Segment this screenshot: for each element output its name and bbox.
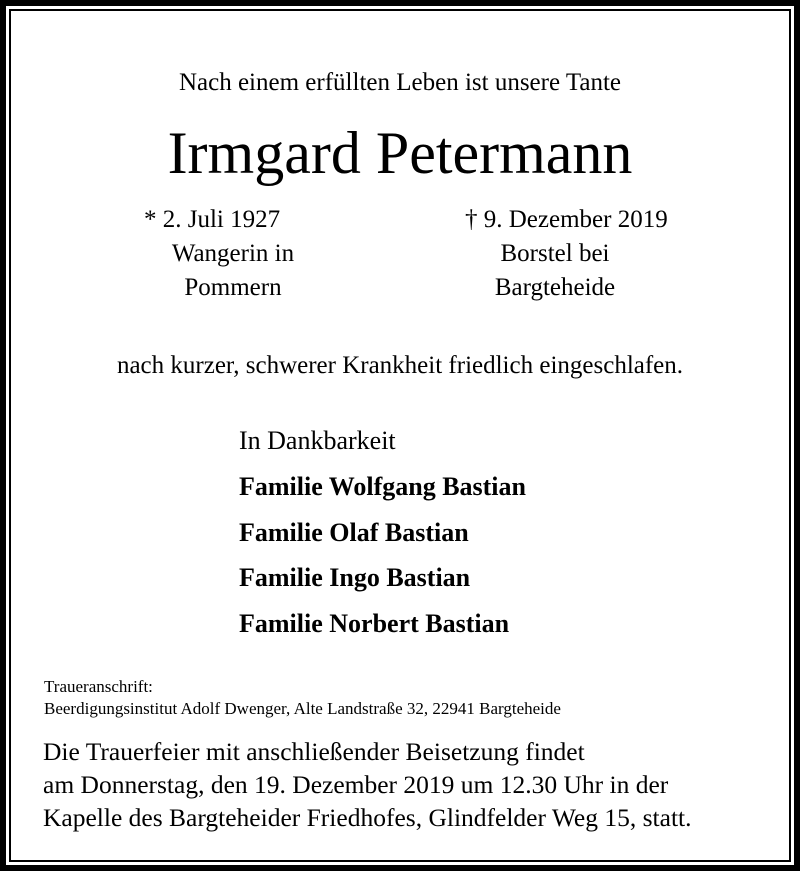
ceremony-line-3: Kapelle des Bargteheider Friedhofes, Glindfelder Weg 15, statt. [43,803,692,832]
ceremony-line-2: am Donnerstag, den 19. Dezember 2019 um 12.30 Uhr in der [43,770,669,799]
ceremony-line-1: Die Trauerfeier mit anschließender Beisetzung findet [43,737,585,766]
intro-line: Nach einem erfüllten Leben ist unsere Tante [178,69,622,96]
thanks-line: In Dankbarkeit [239,426,396,455]
ceremony-info [43,735,691,834]
family-name: Familie Norbert Bastian [239,608,510,638]
death-date: † 9. Dezember 2019 [465,206,668,233]
address-value: Beerdigungsinstitut Adolf Dwenger, Alte Landstraße 32, 22941 Bargteheide [44,699,561,718]
deceased-name: Irmgard Petermann [167,120,633,186]
mourners-block [239,418,526,646]
death-place-line-1: Borstel bei [500,240,610,267]
passing-line: nach kurzer, schwerer Krankheit friedlich eingeschlafen. [116,352,684,379]
birth-place-line-1: Wangerin in [171,240,295,267]
birth-date: * 2. Juli 1927 [144,206,281,233]
death-place-line-2: Bargteheide [494,274,616,301]
birth-info [138,203,328,305]
family-name: Familie Ingo Bastian [239,563,471,592]
death-info [455,203,668,305]
birth-place-line-2: Pommern [184,274,282,301]
address-label: Traueranschrift: [44,677,153,696]
family-name: Familie Wolfgang Bastian [239,472,526,501]
family-name: Familie Olaf Bastian [239,517,469,547]
